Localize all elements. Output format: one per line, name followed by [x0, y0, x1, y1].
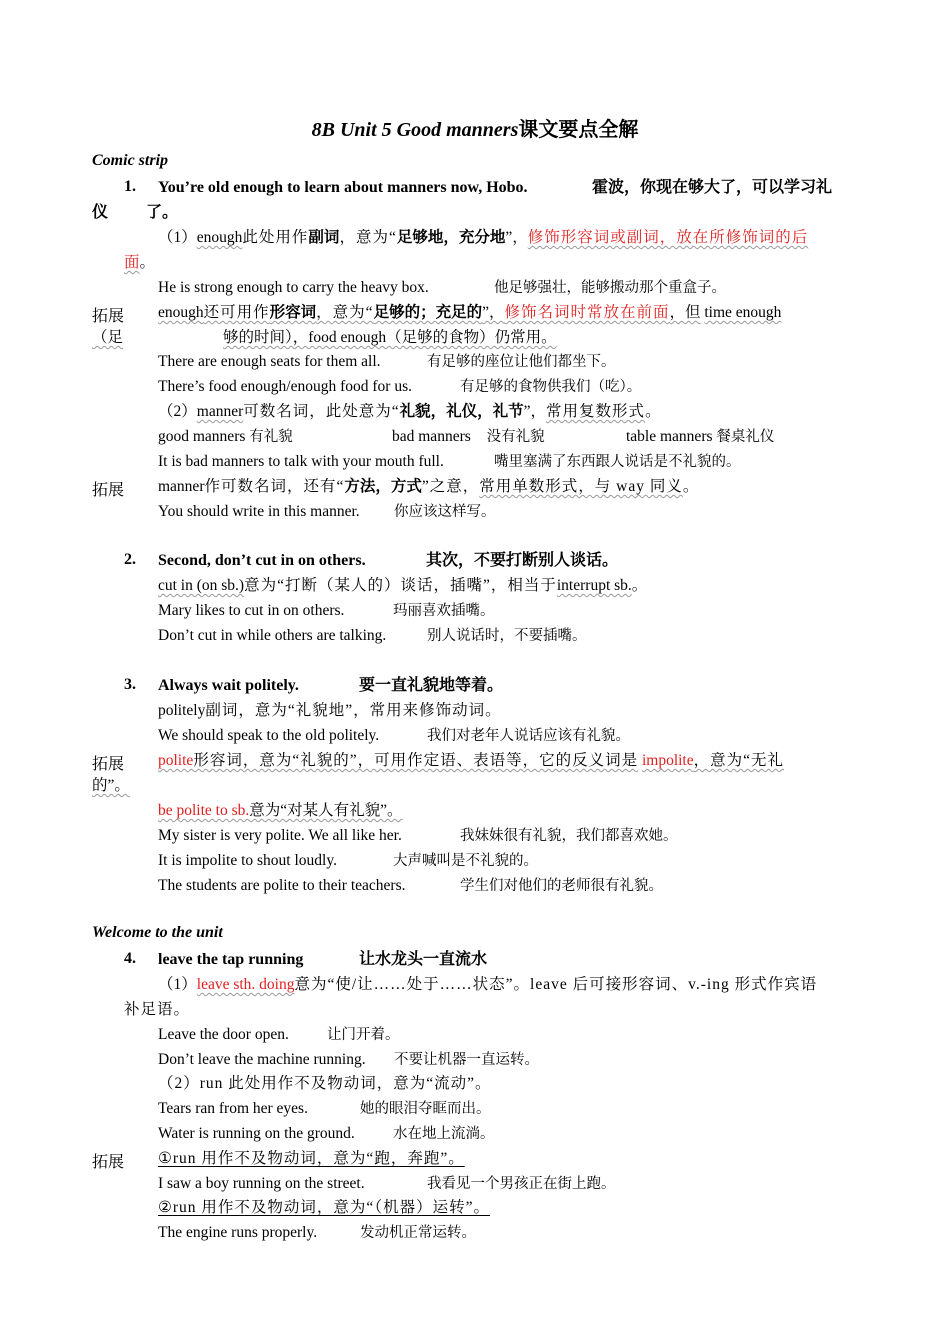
extension-label: 拓展 [92, 482, 125, 499]
section-heading-comic-strip: Comic strip [92, 152, 169, 169]
example-cn: 嘴里塞满了东西跟人说话是不礼貌的。 [494, 454, 741, 470]
extension-note: ①run 用作不及物动词，意为“跑，奔跑”。 [158, 1150, 465, 1167]
extension-label: 拓展 [92, 1154, 125, 1171]
phrase-good-manners: good manners 有礼貌 [158, 428, 293, 445]
example-en: He is strong enough to carry the heavy box. [158, 279, 429, 296]
example-en: You should write in this manner. [158, 503, 360, 520]
title-chinese: 课文要点全解 [518, 119, 639, 141]
item-sentence-cn: 霍波，你现在够大了，可以学习礼 [592, 179, 833, 196]
example-en: I saw a boy running on the street. [158, 1175, 365, 1192]
extension-label: 拓展 [92, 756, 125, 773]
item-number: 2. [124, 551, 136, 568]
example-en: It is bad manners to talk with your mouth full. [158, 453, 444, 470]
example-en: Water is running on the ground. [158, 1125, 355, 1142]
phrase-note: be polite to sb.意为“对某人有礼貌”。 [158, 802, 403, 819]
phrase-bad-manners: bad manners 没有礼貌 [392, 428, 545, 445]
example-en: There’s food enough/enough food for us. [158, 378, 412, 395]
example-cn: 你应该这样写。 [394, 504, 496, 520]
note-paragraph-wrap: 面。 [124, 254, 156, 271]
item-number: 1. [124, 178, 136, 195]
example-cn: 水在地上流淌。 [393, 1126, 495, 1142]
extension-note: polite形容词，意为“礼貌的”，可用作定语、表语等，它的反义词是 impolite，意为“无礼 [158, 752, 785, 769]
note-paragraph: （2）manner可数名词，此处意为“礼貌，礼仪，礼节”，常用复数形式。 [158, 403, 661, 420]
note-paragraph: politely副词，意为“礼貌地”，常用来修饰动词。 [158, 702, 502, 719]
extension-note-wrap: （足 够的时间），food enough（足够的食物）仍常用。 [92, 329, 557, 346]
item-sentence-cn-wrap: 仪 了。 [92, 204, 179, 221]
example-cn: 玛丽喜欢插嘴。 [393, 603, 495, 619]
item-number: 4. [124, 950, 136, 967]
phrase-table-manners: table manners 餐桌礼仪 [626, 428, 775, 445]
extension-note: ②run 用作不及物动词，意为“（机器）运转”。 [158, 1199, 490, 1216]
example-en: The students are polite to their teachers. [158, 877, 406, 894]
example-cn: 别人说话时，不要插嘴。 [427, 628, 587, 644]
note-paragraph: （2）run 此处用作不及物动词，意为“流动”。 [158, 1075, 492, 1092]
example-en: There are enough seats for them all. [158, 353, 381, 370]
extension-note: manner作可数名词，还有“方法，方式”之意，常用单数形式，与 way 同义。 [158, 478, 699, 495]
item-sentence-en: Always wait politely. [158, 677, 299, 694]
example-cn: 我妹妹很有礼貌，我们都喜欢她。 [460, 828, 678, 844]
note-paragraph: （1）enough此处用作副词，意为“足够地，充分地”，修饰形容词或副词，放在所修饰词的后 [158, 229, 809, 246]
note-paragraph-wrap: 补足语。 [124, 1001, 191, 1018]
example-cn: 她的眼泪夺眶而出。 [360, 1101, 491, 1117]
example-en: Mary likes to cut in on others. [158, 602, 345, 619]
section-heading-welcome: Welcome to the unit [92, 924, 223, 941]
example-en: Don’t cut in while others are talking. [158, 627, 387, 644]
example-en: My sister is very polite. We all like her. [158, 827, 402, 844]
extension-note-wrap: 的”。 [92, 777, 130, 794]
extension-label: 拓展 [92, 308, 125, 325]
example-en: Tears ran from her eyes. [158, 1100, 308, 1117]
example-cn: 他足够强壮，能够搬动那个重盒子。 [494, 280, 726, 296]
example-cn: 不要让机器一直运转。 [394, 1052, 539, 1068]
example-en: Leave the door open. [158, 1026, 289, 1043]
item-number: 3. [124, 676, 136, 693]
extension-note: enough还可用作形容词，意为“足够的；充足的”，修饰名词时常放在前面，但 time enough [158, 304, 782, 321]
example-cn: 让门开着。 [327, 1027, 400, 1043]
note-paragraph: cut in (on sb.)意为“打断（某人的）谈话，插嘴”，相当于interrupt sb.。 [158, 577, 648, 594]
title-english: 8B Unit 5 Good manners [311, 119, 519, 141]
example-cn: 大声喊叫是不礼貌的。 [393, 853, 538, 869]
example-cn: 学生们对他们的老师很有礼貌。 [460, 878, 663, 894]
item-sentence-cn: 其次，不要打断别人谈话。 [426, 552, 619, 569]
example-cn: 有足够的食物供我们（吃）。 [460, 379, 642, 395]
item-sentence-cn: 让水龙头一直流水 [359, 951, 488, 968]
item-sentence-en: You’re old enough to learn about manners now, Hobo. [158, 179, 528, 196]
example-en: The engine runs properly. [158, 1224, 318, 1241]
item-sentence-en: Second, don’t cut in on others. [158, 552, 366, 569]
page-title [0, 113, 950, 142]
example-cn: 发动机正常运转。 [360, 1225, 476, 1241]
example-en: We should speak to the old politely. [158, 727, 380, 744]
item-sentence-en: leave the tap running [158, 951, 304, 968]
example-en: It is impolite to shout loudly. [158, 852, 337, 869]
example-cn: 我看见一个男孩正在街上跑。 [427, 1176, 616, 1192]
note-paragraph: （1）leave sth. doing意为“使/让……处于……状态”。leave 后可接形容词、v.-ing 形式作宾语 [158, 976, 818, 993]
example-cn: 我们对老年人说话应该有礼貌。 [427, 728, 630, 744]
example-cn: 有足够的座位让他们都坐下。 [427, 354, 616, 370]
item-sentence-cn: 要一直礼貌地等着。 [359, 677, 504, 694]
example-en: Don’t leave the machine running. [158, 1051, 366, 1068]
